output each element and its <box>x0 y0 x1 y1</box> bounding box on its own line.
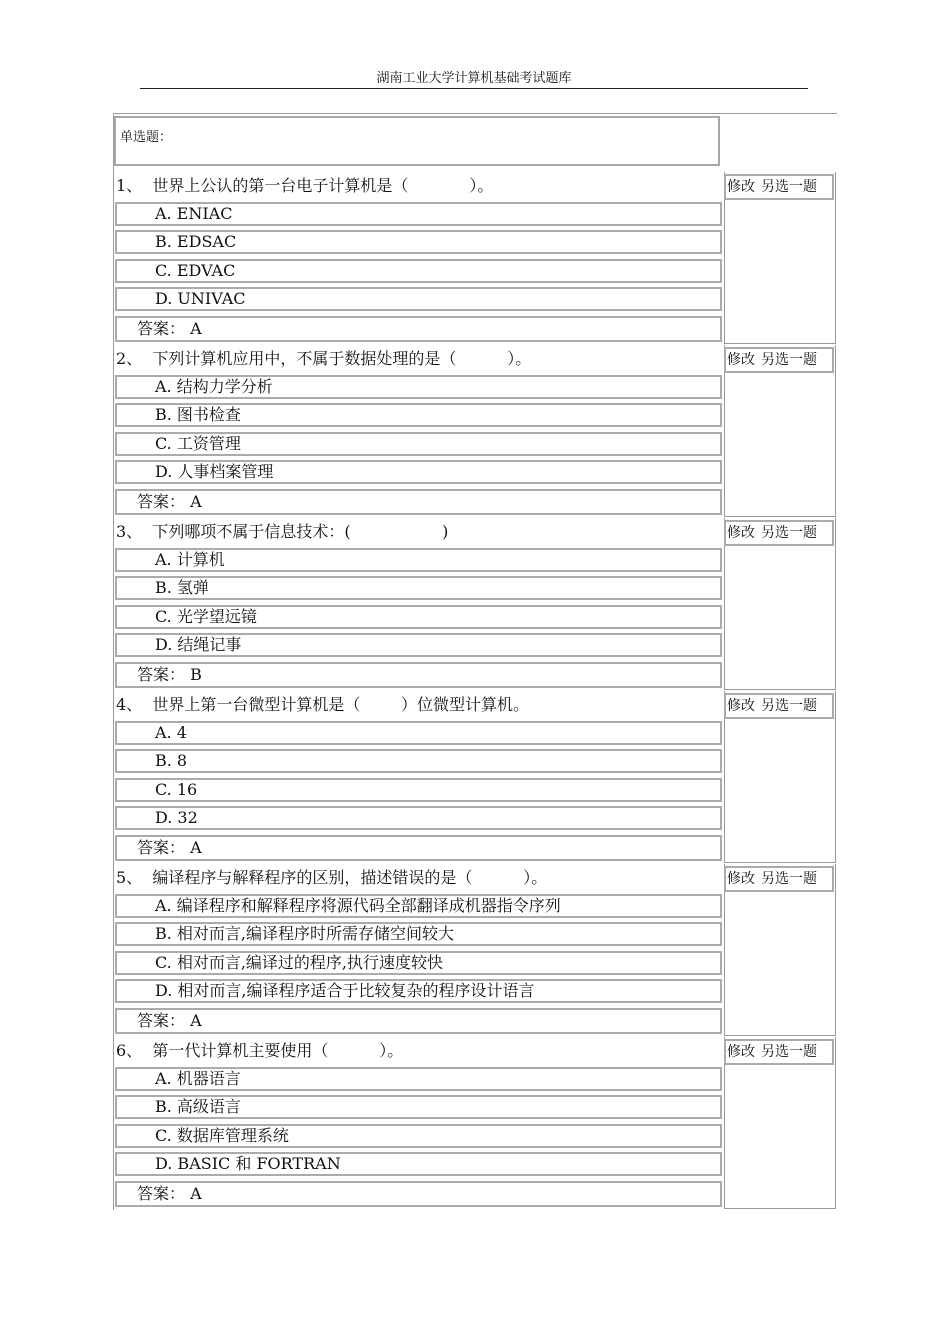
option-c: C. 数据库管理系统 <box>115 1124 722 1148</box>
answer-row: 答案： A <box>115 1008 722 1034</box>
option-c: C. EDVAC <box>115 259 722 283</box>
section-label: 单选题： <box>120 130 173 145</box>
option-a: A. 机器语言 <box>115 1067 722 1091</box>
question-actions <box>724 520 834 546</box>
option-d: D. 相对而言,编译程序适合于比较复杂的程序设计语言 <box>115 979 722 1003</box>
option-a: A. 计算机 <box>115 548 722 572</box>
reselect-button[interactable]: 另选一题 <box>761 1044 817 1060</box>
answer-row: 答案： B <box>115 662 722 688</box>
question-title: 4、 世界上第一台微型计算机是（ ）位微型计算机。 <box>116 695 530 714</box>
question-title: 3、 下列哪项不属于信息技术：( ) <box>116 522 449 541</box>
reselect-button[interactable]: 另选一题 <box>761 179 817 195</box>
option-a: A. 4 <box>115 721 722 745</box>
reselect-button[interactable]: 另选一题 <box>761 871 817 887</box>
option-a: A. 结构力学分析 <box>115 375 722 399</box>
question-6 <box>0 1037 950 1209</box>
option-d: D. 人事档案管理 <box>115 460 722 484</box>
option-a: A. ENIAC <box>115 202 722 226</box>
question-actions <box>724 693 834 719</box>
section-intro-box <box>114 116 720 166</box>
question-1 <box>0 172 950 344</box>
question-4 <box>0 691 950 863</box>
answer-row: 答案： A <box>115 489 722 515</box>
question-2 <box>0 345 950 517</box>
edit-button[interactable]: 修改 <box>727 698 755 714</box>
question-actions <box>724 1039 834 1065</box>
question-3 <box>0 518 950 690</box>
option-b: B. 8 <box>115 749 722 773</box>
question-actions <box>724 174 834 200</box>
answer-row: 答案： A <box>115 316 722 342</box>
page-header <box>140 70 808 89</box>
question-title: 2、 下列计算机应用中，不属于数据处理的是（ ）。 <box>116 349 532 368</box>
option-d: D. 结绳记事 <box>115 633 722 657</box>
option-a: A. 编译程序和解释程序将源代码全部翻译成机器指令序列 <box>115 894 722 918</box>
option-c: C. 工资管理 <box>115 432 722 456</box>
question-title: 5、 编译程序与解释程序的区别，描述错误的是（ ）。 <box>116 868 548 887</box>
edit-button[interactable]: 修改 <box>727 352 755 368</box>
reselect-button[interactable]: 另选一题 <box>761 525 817 541</box>
answer-row: 答案： A <box>115 1181 722 1207</box>
reselect-button[interactable]: 另选一题 <box>761 698 817 714</box>
question-5 <box>0 864 950 1036</box>
option-c: C. 光学望远镜 <box>115 605 722 629</box>
reselect-button[interactable]: 另选一题 <box>761 352 817 368</box>
option-b: B. 相对而言,编译程序时所需存储空间较大 <box>115 922 722 946</box>
option-b: B. EDSAC <box>115 230 722 254</box>
question-title: 1、 世界上公认的第一台电子计算机是（ ）。 <box>116 176 494 195</box>
option-d: D. BASIC 和 FORTRAN <box>115 1152 722 1176</box>
question-title: 6、 第一代计算机主要使用（ ）。 <box>116 1041 404 1060</box>
option-c: C. 16 <box>115 778 722 802</box>
header-title: 湖南工业大学计算机基础考试题库 <box>376 71 572 86</box>
question-actions <box>724 347 834 373</box>
question-actions <box>724 866 834 892</box>
option-d: D. 32 <box>115 806 722 830</box>
option-b: B. 高级语言 <box>115 1095 722 1119</box>
edit-button[interactable]: 修改 <box>727 1044 755 1060</box>
option-b: B. 氢弹 <box>115 576 722 600</box>
edit-button[interactable]: 修改 <box>727 525 755 541</box>
option-c: C. 相对而言,编译过的程序,执行速度较快 <box>115 951 722 975</box>
edit-button[interactable]: 修改 <box>727 179 755 195</box>
option-d: D. UNIVAC <box>115 287 722 311</box>
option-b: B. 图书检查 <box>115 403 722 427</box>
edit-button[interactable]: 修改 <box>727 871 755 887</box>
answer-row: 答案： A <box>115 835 722 861</box>
